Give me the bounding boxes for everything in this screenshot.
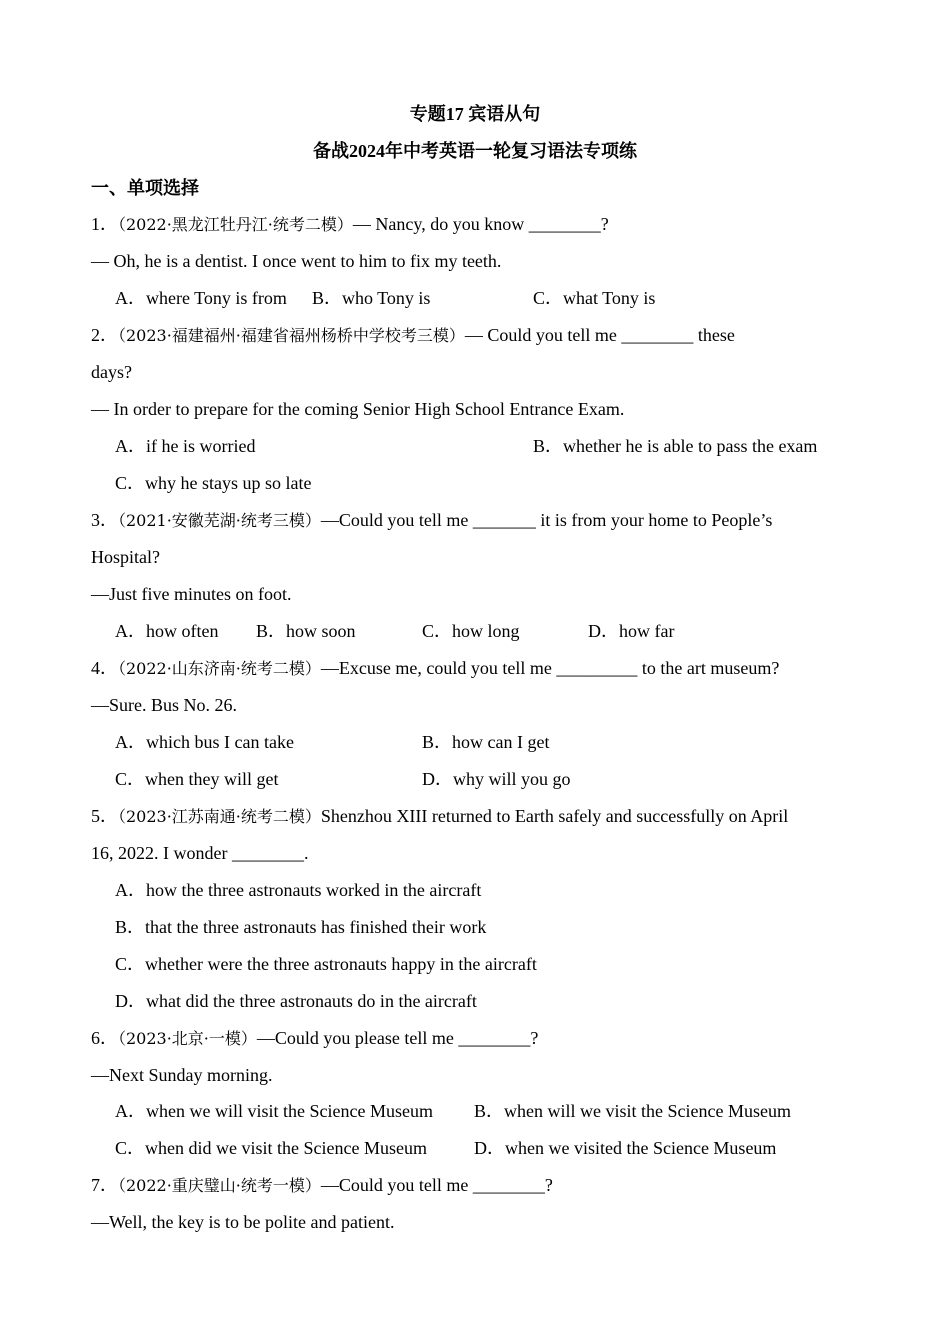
q5-option-d[interactable]: D．what did the three astronauts do in the aircraft xyxy=(115,991,477,1011)
q4-option-b[interactable]: B．how can I get xyxy=(422,732,550,752)
question-2-stem xyxy=(91,324,735,347)
question-text: —Excuse me, could you tell me _________ to the art museum? xyxy=(320,658,780,678)
page-title: 专题17 宾语从句 xyxy=(409,104,541,124)
question-number: 5． xyxy=(91,806,118,826)
question-number: 2． xyxy=(91,325,118,345)
q2-option-c[interactable]: C．why he stays up so late xyxy=(115,473,312,493)
question-text: —Could you please tell me ________? xyxy=(256,1028,539,1048)
question-5-stem xyxy=(91,805,788,828)
q4-option-d[interactable]: D．why will you go xyxy=(422,769,571,789)
q5-option-a[interactable]: A．how the three astronauts worked in the aircraft xyxy=(115,880,482,900)
question-source: （2022·山东济南·统考二模） xyxy=(118,659,321,678)
question-7-stem xyxy=(91,1174,553,1197)
question-2-stem-cont: days? xyxy=(91,362,132,382)
q6-option-d[interactable]: D．when we visited the Science Museum xyxy=(474,1138,777,1158)
q3-option-a[interactable]: A．how often xyxy=(115,621,219,641)
q3-option-b[interactable]: B．how soon xyxy=(256,621,356,641)
question-3-stem-cont: Hospital? xyxy=(91,547,160,567)
q4-option-c[interactable]: C．when they will get xyxy=(115,769,279,789)
page-subtitle: 备战2024年中考英语一轮复习语法专项练 xyxy=(313,141,637,161)
question-text: — Could you tell me ________ these xyxy=(464,325,735,345)
question-number: 4． xyxy=(91,658,118,678)
question-source: （2021·安徽芜湖·统考三模） xyxy=(118,511,321,530)
question-2-reply: — In order to prepare for the coming Senior High School Entrance Exam. xyxy=(91,399,625,419)
question-3-reply: —Just five minutes on foot. xyxy=(91,584,292,604)
q6-option-a[interactable]: A．when we will visit the Science Museum xyxy=(115,1101,433,1121)
question-source: （2023·北京·一模） xyxy=(118,1029,257,1048)
question-7-reply: —Well, the key is to be polite and patient. xyxy=(91,1212,395,1232)
question-source: （2023·江苏南通·统考二模） xyxy=(118,807,321,826)
question-6-reply: —Next Sunday morning. xyxy=(91,1065,273,1085)
question-number: 7． xyxy=(91,1175,118,1195)
question-text: Shenzhou XIII returned to Earth safely and successfully on April xyxy=(320,806,789,826)
question-source: （2023·福建福州·福建省福州杨桥中学校考三模） xyxy=(118,326,465,345)
question-6-stem xyxy=(91,1027,538,1050)
section-heading: 一、单项选择 xyxy=(91,178,199,198)
q5-option-c[interactable]: C．whether were the three astronauts happy in the aircraft xyxy=(115,954,537,974)
question-1-reply: — Oh, he is a dentist. I once went to him to fix my teeth. xyxy=(91,251,502,271)
question-4-reply: —Sure. Bus No. 26. xyxy=(91,695,238,715)
question-1-stem xyxy=(91,213,609,236)
q1-option-a[interactable]: A．where Tony is from xyxy=(115,288,287,308)
q5-option-b[interactable]: B．that the three astronauts has finished their work xyxy=(115,917,487,937)
q1-option-c[interactable]: C．what Tony is xyxy=(533,288,656,308)
question-text: —Could you tell me ________? xyxy=(320,1175,553,1195)
question-5-stem-cont: 16, 2022. I wonder ________. xyxy=(91,843,309,863)
question-4-stem xyxy=(91,657,779,680)
question-source: （2022·黑龙江牡丹江·统考二模） xyxy=(118,215,353,234)
q2-option-a[interactable]: A．if he is worried xyxy=(115,436,256,456)
q2-option-b[interactable]: B．whether he is able to pass the exam xyxy=(533,436,818,456)
q6-option-c[interactable]: C．when did we visit the Science Museum xyxy=(115,1138,427,1158)
q3-option-c[interactable]: C．how long xyxy=(422,621,520,641)
question-source: （2022·重庆璧山·统考一模） xyxy=(118,1176,321,1195)
question-number: 1． xyxy=(91,214,118,234)
q6-option-b[interactable]: B．when will we visit the Science Museum xyxy=(474,1101,791,1121)
question-number: 6． xyxy=(91,1028,118,1048)
q4-option-a[interactable]: A．which bus I can take xyxy=(115,732,294,752)
question-text: — Nancy, do you know ________? xyxy=(352,214,609,234)
q3-option-d[interactable]: D．how far xyxy=(588,621,675,641)
question-number: 3． xyxy=(91,510,118,530)
question-text: —Could you tell me _______ it is from your home to People’s xyxy=(320,510,773,530)
q1-option-b[interactable]: B．who Tony is xyxy=(312,288,431,308)
question-3-stem xyxy=(91,509,772,532)
